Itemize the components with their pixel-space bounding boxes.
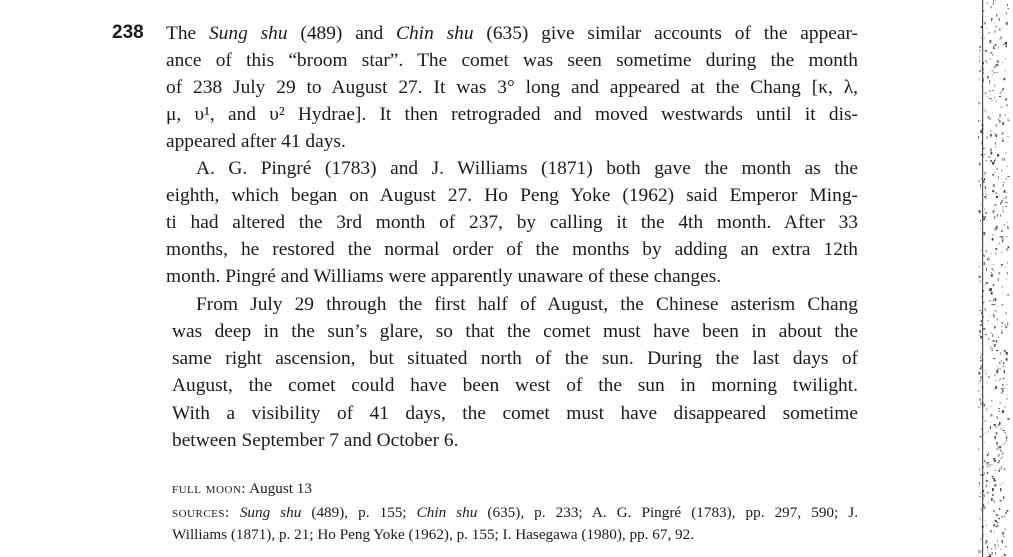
sources-label: sources: xyxy=(172,504,230,521)
paragraph-3-line-2: was deep in the sun’s glare, so that the comet must have been in about the xyxy=(172,321,858,342)
paragraph-3-line-4: August, the comet could have been west of the sun in morning twilight. xyxy=(172,375,858,396)
entry-number: 238 xyxy=(112,22,144,43)
sources-line-2: Williams (1871), p. 21; Ho Peng Yoke (1962), p. 155; I. Hasegawa (1980), pp. 67, 92. xyxy=(172,526,695,543)
paragraph-1-line-4: μ, υ¹, and υ² Hydrae]. It then retrograded and moved westwards until it dis- xyxy=(166,104,858,125)
paragraph-2-line-3: ti had altered the 3rd month of 237, by calling it the 4th month. After 33 xyxy=(166,212,858,233)
full-moon-note xyxy=(172,479,858,499)
paragraph-1-line-1 xyxy=(166,22,858,46)
scan-binding-edge xyxy=(978,0,1013,557)
sources-line-1 xyxy=(172,503,858,523)
paragraph-2-line-5: month. Pingré and Williams were apparently unaware of these changes. xyxy=(166,266,722,287)
full-moon-label: full moon: xyxy=(172,480,247,497)
paragraph-1-line-2: ance of this “broom star”. The comet was seen sometime during the month xyxy=(166,50,858,71)
sources-text-line-1: Sung shu (489), p. 155; Chin shu (635), p. 233; A. G. Pingré (1783), pp. 297, 590; J. xyxy=(239,504,858,521)
paragraph-2-line-2: eighth, which began on August 27. Ho Peng Yoke (1962) said Emperor Ming- xyxy=(166,185,858,206)
full-moon-value: August 13 xyxy=(249,480,312,497)
paragraph-3-line-5: With a visibility of 41 days, the comet must have disappeared sometime xyxy=(172,403,858,424)
paragraph-3-line-1: From July 29 through the first half of August, the Chinese asterism Chang xyxy=(196,294,858,315)
paragraph-2-line-1: A. G. Pingré (1783) and J. Williams (1871) both gave the month as the xyxy=(196,158,858,179)
paragraph-1-line-5: appeared after 41 days. xyxy=(166,131,346,152)
paragraph-3-line-3: same right ascension, but situated north of the sun. During the last days of xyxy=(172,348,858,369)
paragraph-1-line-1-text: The Sung shu (489) and Chin shu (635) give similar accounts of the appear- xyxy=(166,23,859,44)
paragraph-1-line-3: of 238 July 29 to August 27. It was 3° long and appeared at the Chang [κ, λ, xyxy=(166,77,858,98)
paragraph-2-line-4: months, he restored the normal order of the months by adding an extra 12th xyxy=(166,239,858,260)
paragraph-3-line-6: between September 7 and October 6. xyxy=(172,430,459,451)
